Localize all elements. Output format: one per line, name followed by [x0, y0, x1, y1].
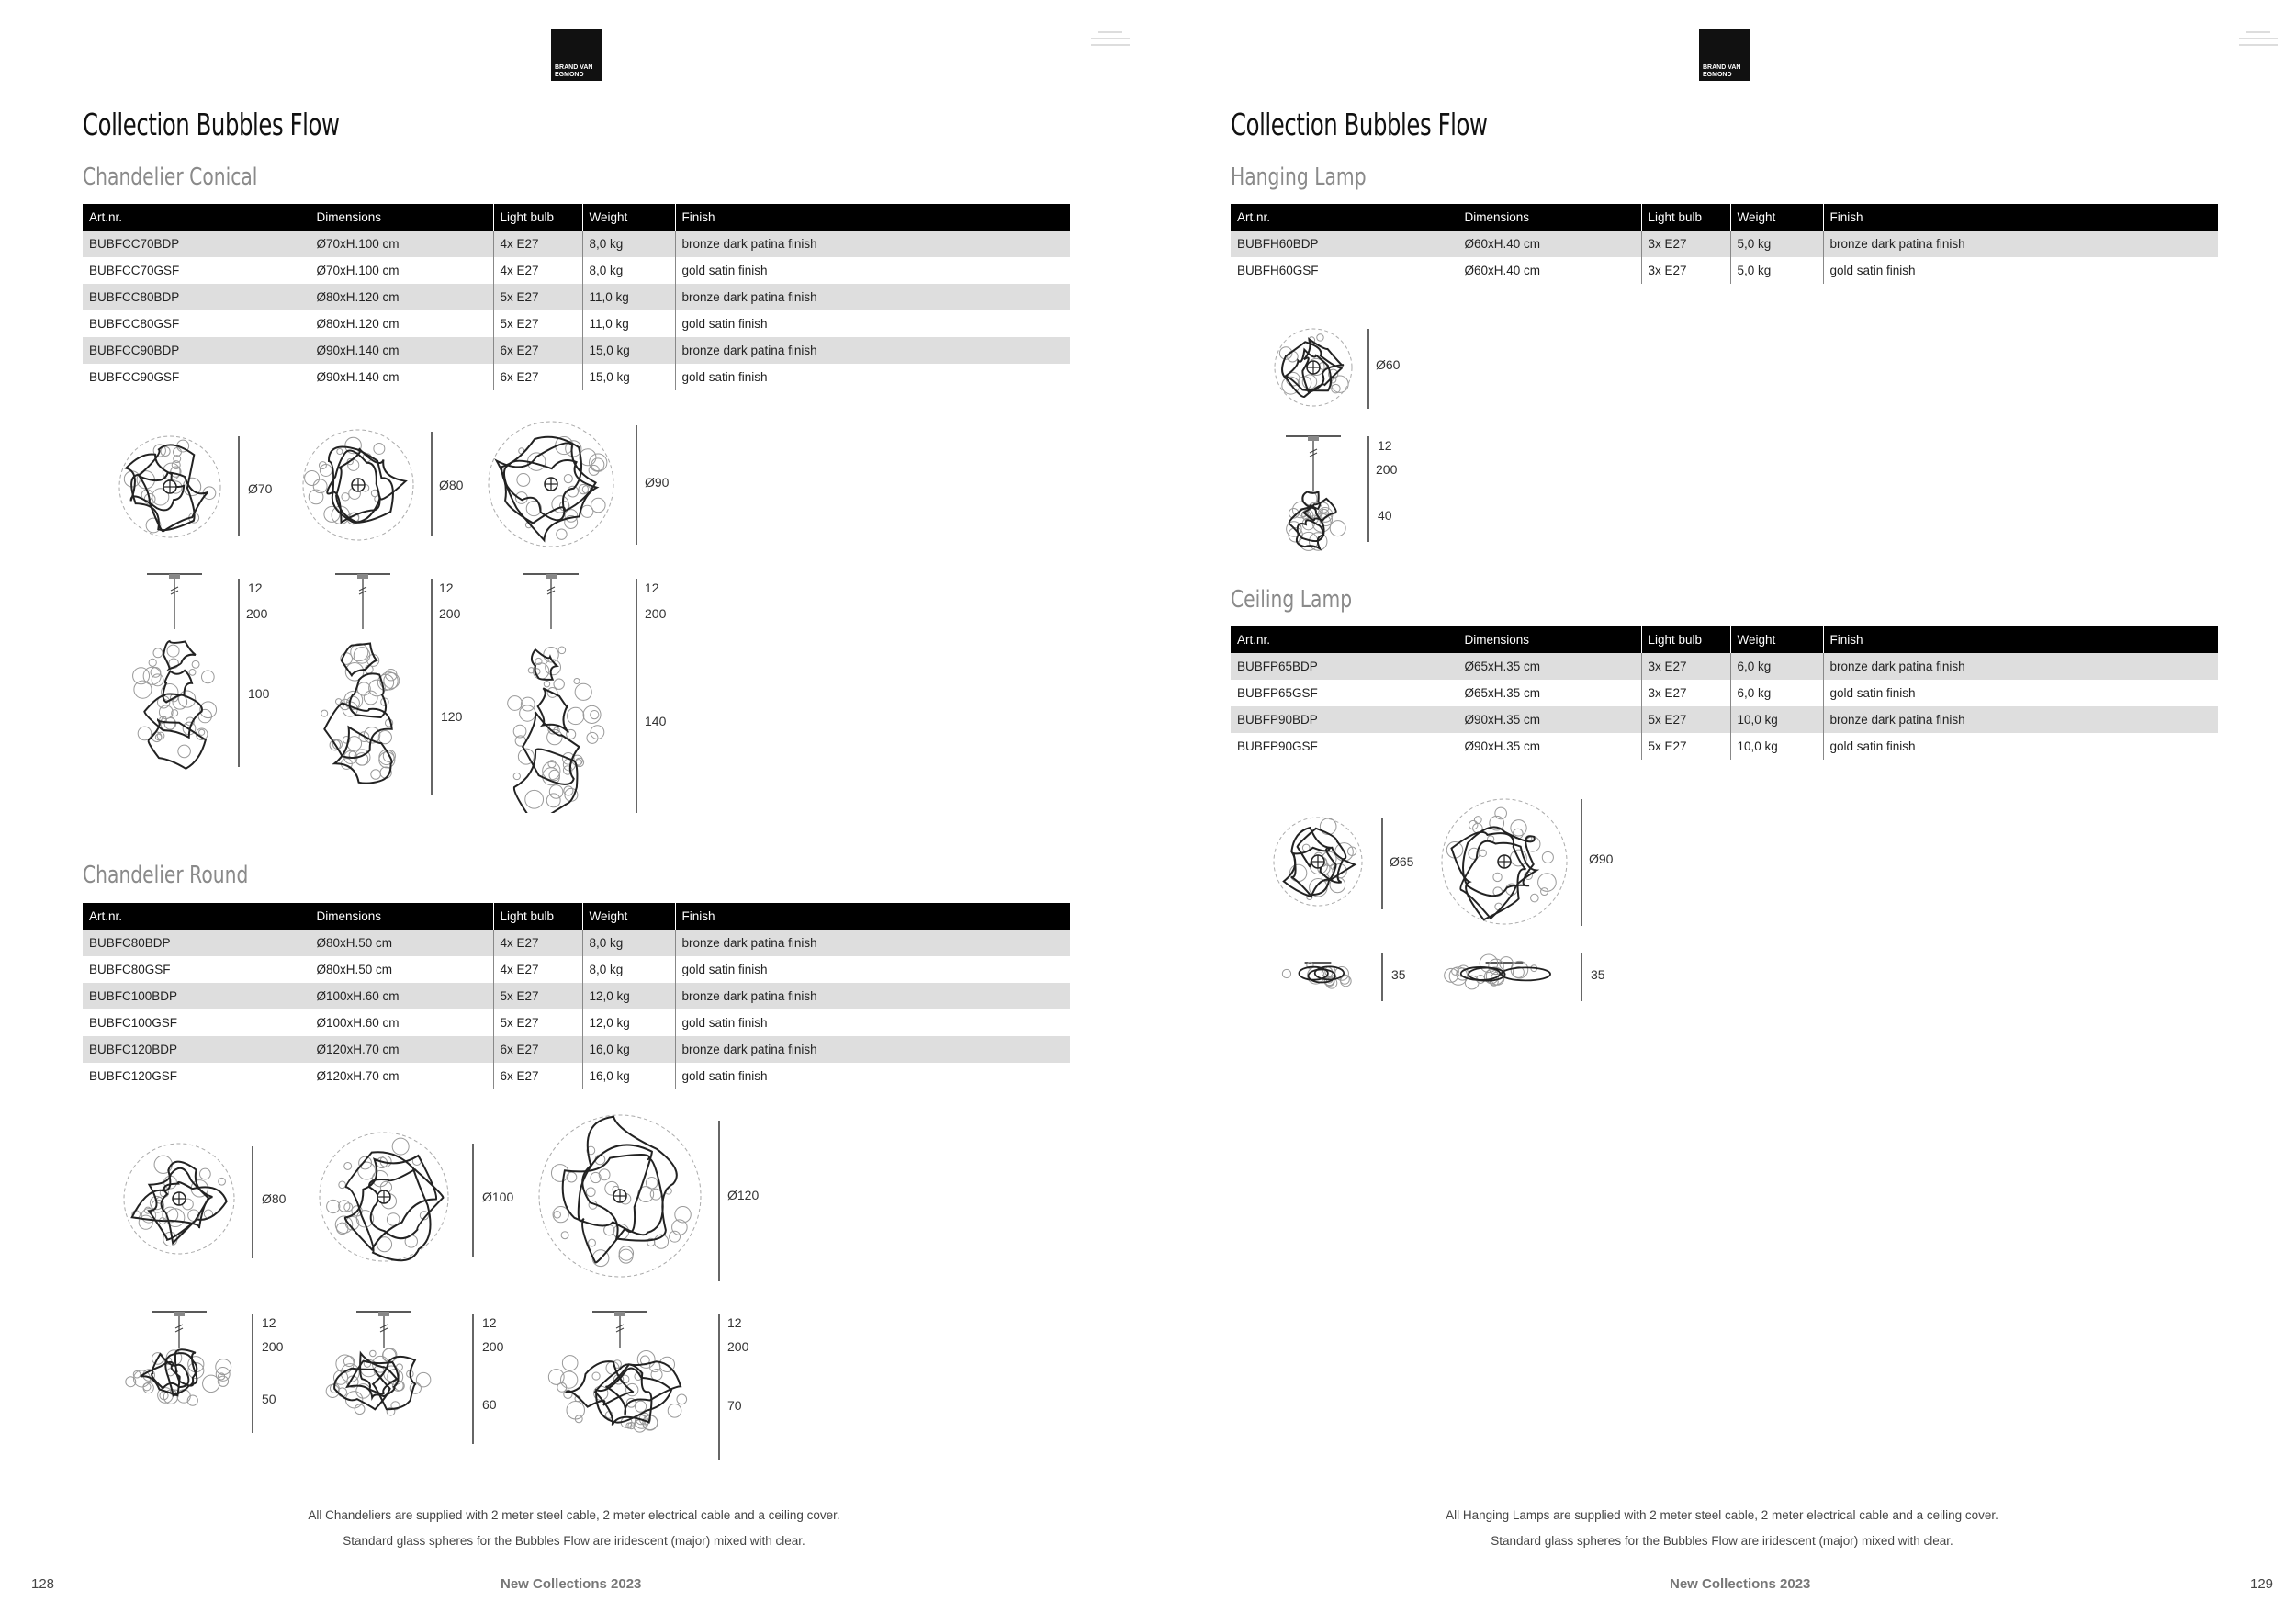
cell: 3x E27	[1641, 257, 1730, 284]
table-row	[1231, 653, 2218, 680]
cell: BUBFP90GSF	[1237, 739, 1318, 753]
cell: BUBFC120BDP	[83, 1036, 310, 1063]
cell: 5,0 kg	[1730, 257, 1823, 284]
cell: 3x E27	[1641, 231, 1730, 257]
cell: 5x E27	[493, 983, 582, 1009]
cell: 8,0 kg	[582, 930, 675, 956]
dim-label: 100	[248, 686, 270, 701]
dim-label: Ø70	[248, 481, 273, 496]
table-row	[1231, 680, 2218, 706]
spec-table-ceiling-lamp	[1231, 626, 2218, 760]
cell: BUBFCC90GSF	[89, 370, 180, 384]
dim-label: Ø60	[1376, 357, 1401, 372]
cell: BUBFC100BDP	[83, 983, 310, 1009]
cell: 5x E27	[493, 310, 582, 337]
dim-label: Ø120	[727, 1188, 760, 1202]
cell: 8,0 kg	[582, 231, 675, 257]
cell: bronze dark patina finish	[675, 930, 1070, 956]
dim-label: 12	[262, 1315, 276, 1330]
cell: Ø90xH.140 cm	[310, 364, 493, 390]
hanging-60-side-view	[1286, 436, 1345, 550]
cell: bronze dark patina finish	[675, 983, 1070, 1009]
cell: BUBFC100GSF	[89, 1016, 178, 1030]
dim-label: Ø80	[262, 1191, 287, 1206]
table-row	[83, 310, 1070, 337]
dim-label: Ø80	[439, 478, 464, 492]
cell: BUBFC80BDP	[83, 930, 310, 956]
table-row	[83, 364, 1070, 390]
footnote-line: Standard glass spheres for the Bubbles Flow are iridescent (major) mixed with clear.	[343, 1534, 805, 1548]
dim-label: 200	[482, 1339, 504, 1354]
cell: 6,0 kg	[1730, 680, 1823, 706]
table-row	[1231, 231, 2218, 257]
page-title: Collection Bubbles Flow	[1231, 107, 1488, 142]
cell: BUBFH60GSF	[1237, 264, 1319, 277]
cell: 3x E27	[1641, 653, 1730, 680]
col-header: Finish	[1823, 204, 2218, 231]
cell: Ø65xH.35 cm	[1458, 680, 1641, 706]
table-header-row	[1231, 204, 2218, 231]
col-header: Art.nr.	[83, 903, 310, 930]
cell: 5x E27	[1641, 733, 1730, 760]
cell: gold satin finish	[675, 364, 1070, 390]
cell: 15,0 kg	[582, 364, 675, 390]
conical-80-side-view	[321, 574, 400, 784]
dim-label: 40	[1378, 508, 1392, 523]
cell: gold satin finish	[675, 1063, 1070, 1089]
footnote-line: All Chandeliers are supplied with 2 meter steel cable, 2 meter electrical cable and a ceiling cover.	[308, 1508, 840, 1522]
cell: 3x E27	[1641, 680, 1730, 706]
cell: BUBFP90BDP	[1231, 706, 1458, 733]
cell: Ø120xH.70 cm	[310, 1063, 493, 1089]
col-header: Dimensions	[1458, 626, 1641, 653]
ceiling-65-top-view	[1274, 818, 1362, 906]
cell: 6x E27	[493, 1063, 582, 1089]
dim-label: 200	[246, 606, 268, 621]
conical-90-side-view	[508, 574, 604, 813]
ceiling-drawings	[1267, 790, 1727, 1010]
page-number: 129	[2250, 1576, 2274, 1592]
table-row	[83, 930, 1070, 956]
dim-label: 200	[439, 606, 461, 621]
round-100-side-view	[326, 1312, 431, 1415]
cell: 6x E27	[493, 337, 582, 364]
dim-label: 12	[248, 581, 263, 595]
brand-logo	[551, 29, 602, 81]
conical-70-side-view	[133, 574, 217, 769]
dim-label: 70	[727, 1398, 742, 1413]
cell: 16,0 kg	[582, 1063, 675, 1089]
cell: 6x E27	[493, 364, 582, 390]
spec-table-hanging-lamp	[1231, 204, 2218, 284]
table-row	[83, 1036, 1070, 1063]
cell: BUBFC80GSF	[89, 963, 171, 976]
section-title-hanging-lamp: Hanging Lamp	[1231, 164, 1367, 191]
cell: 12,0 kg	[582, 983, 675, 1009]
page-title: Collection Bubbles Flow	[83, 107, 340, 142]
cell: 8,0 kg	[582, 956, 675, 983]
footnote	[0, 1503, 1148, 1554]
col-header: Dimensions	[310, 204, 493, 231]
cell: BUBFP65BDP	[1231, 653, 1458, 680]
dim-label: 35	[1391, 967, 1406, 982]
cell: Ø80xH.120 cm	[310, 310, 493, 337]
cell: 16,0 kg	[582, 1036, 675, 1063]
cell: Ø80xH.120 cm	[310, 284, 493, 310]
dim-label: 50	[262, 1392, 276, 1406]
table-header-row	[83, 903, 1070, 930]
cell: Ø100xH.60 cm	[310, 983, 493, 1009]
table-row	[83, 983, 1070, 1009]
cell: 5x E27	[1641, 706, 1730, 733]
cell: 4x E27	[493, 930, 582, 956]
dim-label: 35	[1591, 967, 1605, 982]
cell: 5x E27	[493, 284, 582, 310]
col-header: Weight	[582, 204, 675, 231]
col-header: Light bulb	[1641, 626, 1730, 653]
cell: gold satin finish	[675, 956, 1070, 983]
section-title-ceiling-lamp: Ceiling Lamp	[1231, 586, 1353, 614]
col-header: Light bulb	[493, 903, 582, 930]
cell: 4x E27	[493, 956, 582, 983]
table-row	[83, 231, 1070, 257]
cell: gold satin finish	[1823, 733, 2218, 760]
conical-drawings	[110, 418, 698, 813]
cell: BUBFCC70BDP	[83, 231, 310, 257]
cell: BUBFCC70GSF	[89, 264, 180, 277]
col-header: Art.nr.	[1231, 626, 1458, 653]
cell: 11,0 kg	[582, 284, 675, 310]
col-header: Light bulb	[1641, 204, 1730, 231]
cell: BUBFCC90BDP	[83, 337, 310, 364]
table-row	[1231, 733, 2218, 760]
dim-label: 200	[262, 1339, 284, 1354]
cell: bronze dark patina finish	[1823, 706, 2218, 733]
cell: gold satin finish	[675, 1009, 1070, 1036]
cell: Ø70xH.100 cm	[310, 257, 493, 284]
ceiling-90-top-view	[1442, 799, 1567, 924]
cell: gold satin finish	[675, 310, 1070, 337]
ceiling-90-side-view	[1445, 954, 1550, 989]
footnote-line: Standard glass spheres for the Bubbles Flow are iridescent (major) mixed with clear.	[1491, 1534, 1953, 1548]
col-header: Dimensions	[310, 903, 493, 930]
dim-label: 200	[645, 606, 667, 621]
round-100-top-view	[320, 1133, 448, 1261]
page-number: 128	[31, 1576, 55, 1592]
table-row	[83, 1009, 1070, 1036]
dim-label: 120	[441, 709, 463, 724]
cell: BUBFP65GSF	[1237, 686, 1318, 700]
round-80-top-view	[124, 1144, 234, 1254]
cell: BUBFH60BDP	[1231, 231, 1458, 257]
cell: Ø120xH.70 cm	[310, 1036, 493, 1063]
col-header: Weight	[582, 903, 675, 930]
cell: 4x E27	[493, 257, 582, 284]
cell: Ø70xH.100 cm	[310, 231, 493, 257]
table-row	[83, 284, 1070, 310]
cell: gold satin finish	[675, 257, 1070, 284]
round-120-side-view	[548, 1312, 686, 1432]
cell: Ø90xH.35 cm	[1458, 733, 1641, 760]
cell: Ø90xH.35 cm	[1458, 706, 1641, 733]
cell: Ø60xH.40 cm	[1458, 257, 1641, 284]
cell: bronze dark patina finish	[1823, 653, 2218, 680]
col-header: Dimensions	[1458, 204, 1641, 231]
col-header: Finish	[1823, 626, 2218, 653]
cell: 12,0 kg	[582, 1009, 675, 1036]
table-row	[83, 337, 1070, 364]
col-header: Weight	[1730, 204, 1823, 231]
cell: 6x E27	[493, 1036, 582, 1063]
cell: 4x E27	[493, 231, 582, 257]
cell: bronze dark patina finish	[675, 284, 1070, 310]
corner-mark-icon	[2239, 31, 2278, 51]
dim-label: 200	[1376, 462, 1398, 477]
table-row	[1231, 706, 2218, 733]
right-page	[1148, 0, 2296, 1624]
dim-label: 12	[645, 581, 659, 595]
conical-80-top-view	[303, 430, 413, 540]
logo-text-line2: EGMOND	[555, 72, 584, 78]
cell: bronze dark patina finish	[675, 337, 1070, 364]
cell: Ø80xH.50 cm	[310, 956, 493, 983]
dim-label: 60	[482, 1397, 497, 1412]
footnote	[1148, 1503, 2296, 1554]
dim-label: 200	[727, 1339, 749, 1354]
cell: BUBFCC80GSF	[89, 317, 180, 331]
col-header: Finish	[675, 903, 1070, 930]
spec-table-chandelier-round	[83, 903, 1070, 1089]
dim-label: 12	[727, 1315, 742, 1330]
cell: 6,0 kg	[1730, 653, 1823, 680]
hanging-60-top-view	[1275, 329, 1352, 406]
footer-brand: New Collections 2023	[1670, 1576, 1811, 1592]
cell: 5,0 kg	[1730, 231, 1823, 257]
table-row	[83, 257, 1070, 284]
round-drawings	[110, 1111, 771, 1479]
footnote-line: All Hanging Lamps are supplied with 2 meter steel cable, 2 meter electrical cable and a ceiling cover.	[1446, 1508, 1998, 1522]
spec-table-chandelier-conical	[83, 204, 1070, 390]
cell: bronze dark patina finish	[1823, 231, 2218, 257]
cell: bronze dark patina finish	[675, 1036, 1070, 1063]
logo-text-line2: EGMOND	[1703, 72, 1732, 78]
dim-label: 12	[439, 581, 454, 595]
table-row	[83, 956, 1070, 983]
cell: BUBFC120GSF	[89, 1069, 178, 1083]
dim-label: 12	[1378, 438, 1392, 453]
col-header: Art.nr.	[83, 204, 310, 231]
cell: 10,0 kg	[1730, 733, 1823, 760]
table-row	[1231, 257, 2218, 284]
logo-text-line1: BRAND VAN	[555, 64, 593, 71]
logo-text-line1: BRAND VAN	[1703, 64, 1741, 71]
dim-label: 12	[482, 1315, 497, 1330]
cell: gold satin finish	[1823, 257, 2218, 284]
cell: BUBFCC80BDP	[83, 284, 310, 310]
brand-logo	[1699, 29, 1750, 81]
conical-90-top-view	[489, 422, 613, 547]
dim-label: Ø90	[645, 475, 670, 490]
cell: 11,0 kg	[582, 310, 675, 337]
corner-mark-icon	[1091, 31, 1130, 51]
footer-brand: New Collections 2023	[501, 1576, 642, 1592]
section-title-chandelier-conical: Chandelier Conical	[83, 164, 258, 191]
ceiling-65-side-view	[1282, 962, 1351, 988]
section-title-chandelier-round: Chandelier Round	[83, 862, 249, 889]
cell: bronze dark patina finish	[675, 231, 1070, 257]
conical-70-top-view	[119, 436, 220, 537]
cell: Ø65xH.35 cm	[1458, 653, 1641, 680]
table-header-row	[83, 204, 1070, 231]
dim-label: 140	[645, 714, 667, 728]
cell: 15,0 kg	[582, 337, 675, 364]
col-header: Weight	[1730, 626, 1823, 653]
table-header-row	[1231, 626, 2218, 653]
cell: Ø80xH.50 cm	[310, 930, 493, 956]
round-120-top-view	[539, 1115, 701, 1277]
dim-label: Ø100	[482, 1190, 514, 1204]
col-header: Light bulb	[493, 204, 582, 231]
dim-label: Ø90	[1589, 851, 1614, 866]
hanging-drawings	[1267, 321, 1451, 551]
col-header: Finish	[675, 204, 1070, 231]
cell: Ø90xH.140 cm	[310, 337, 493, 364]
cell: Ø100xH.60 cm	[310, 1009, 493, 1036]
dim-label: Ø65	[1390, 854, 1414, 869]
round-80-side-view	[126, 1312, 231, 1405]
cell: gold satin finish	[1823, 680, 2218, 706]
col-header: Art.nr.	[1231, 204, 1458, 231]
cell: 10,0 kg	[1730, 706, 1823, 733]
cell: 5x E27	[493, 1009, 582, 1036]
table-row	[83, 1063, 1070, 1089]
cell: Ø60xH.40 cm	[1458, 231, 1641, 257]
cell: 8,0 kg	[582, 257, 675, 284]
